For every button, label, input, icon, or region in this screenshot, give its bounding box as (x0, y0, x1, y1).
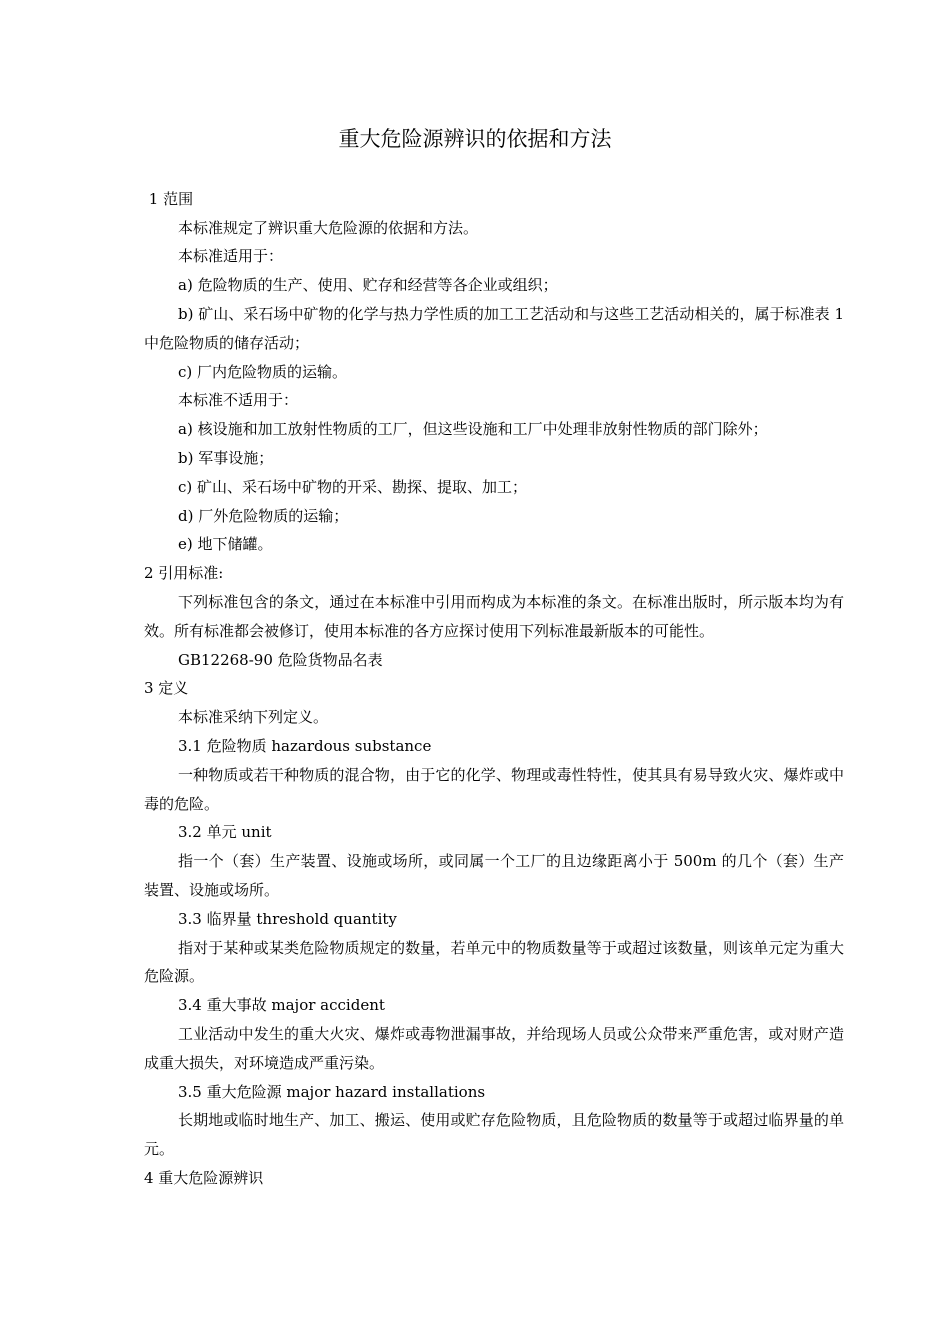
definition-term-3-4: 3.4 重大事故 major accident (178, 996, 385, 1015)
applicable-item-a: a) 危险物质的生产、使用、贮存和经营等各企业或组织； (178, 276, 558, 295)
section-1-paragraph: 本标准适用于： (178, 247, 284, 266)
section-2-paragraph: 下列标准包含的条文，通过在本标准中引用而构成为本标准的条文。在标准出版时，所示版本均为有效。所有标准都会被修订，使用本标准的各方应探讨使用下列标准最新版本的可能性。 (144, 592, 844, 640)
definition-term-3-1: 3.1 危险物质 hazardous substance (178, 736, 432, 755)
definition-text-3-1: 一种物质或若干种物质的混合物，由于它的化学、物理或毒性特性，使其具有易导致火灾、爆炸或中毒的危险。 (144, 765, 844, 813)
not-applicable-item-d: d) 厂外危险物质的运输； (178, 506, 349, 525)
document-body (144, 156, 844, 1193)
not-applicable-item-e: e) 地下储罐。 (178, 535, 273, 554)
document-subtitle (144, 156, 844, 185)
definition-text-3-3: 指对于某种或某类危险物质规定的数量，若单元中的物质数量等于或超过该数量，则该单元定为重大危险源。 (144, 938, 844, 986)
section-3-heading: 3 定义 (144, 679, 189, 698)
not-applicable-item-b: b) 军事设施； (178, 448, 274, 467)
section-4-heading: 4 重大危险源辨识 (144, 1168, 264, 1187)
definition-text-3-4: 工业活动中发生的重大火灾、爆炸或毒物泄漏事故，并给现场人员或公众带来严重危害，或对财产造成重大损失，对环境造成严重污染。 (144, 1024, 844, 1072)
definition-text-3-2: 指一个（套）生产装置、设施或场所，或同属一个工厂的且边缘距离小于 500m 的几个（套）生产装置、设施或场所。 (144, 852, 844, 899)
section-1-paragraph: 本标准不适用于： (178, 391, 299, 410)
applicable-item-c: c) 厂内危险物质的运输。 (178, 362, 348, 381)
definition-term-3-2: 3.2 单元 unit (178, 823, 272, 842)
definition-text-3-5: 长期地或临时地生产、加工、搬运、使用或贮存危险物质，且危险物质的数量等于或超过临界量的单元。 (144, 1111, 844, 1159)
not-applicable-item-a: a) 核设施和加工放射性物质的工厂，但这些设施和工厂中处理非放射性物质的部门除外； (178, 420, 768, 439)
referenced-standard: GB12268-90 危险货物品名表 (178, 650, 383, 669)
section-1-heading: 1 范围 (144, 189, 194, 208)
section-1-paragraph: 本标准规定了辨识重大危险源的依据和方法。 (178, 218, 479, 237)
not-applicable-item-c: c) 矿山、采石场中矿物的开采、勘探、提取、加工； (178, 477, 528, 496)
applicable-item-b: b) 矿山、采石场中矿物的化学与热力学性质的加工工艺活动和与这些工艺活动相关的，属于标准表 1 中危险物质的储存活动； (144, 304, 844, 352)
section-2-heading: 2 引用标准: (144, 564, 224, 583)
definition-term-3-3: 3.3 临界量 threshold quantity (178, 909, 397, 928)
definition-term-3-5: 3.5 重大危险源 major hazard installations (178, 1082, 486, 1101)
document-title: 重大危险源辨识的依据和方法 (338, 127, 612, 151)
section-3-paragraph: 本标准采纳下列定义。 (178, 708, 329, 727)
